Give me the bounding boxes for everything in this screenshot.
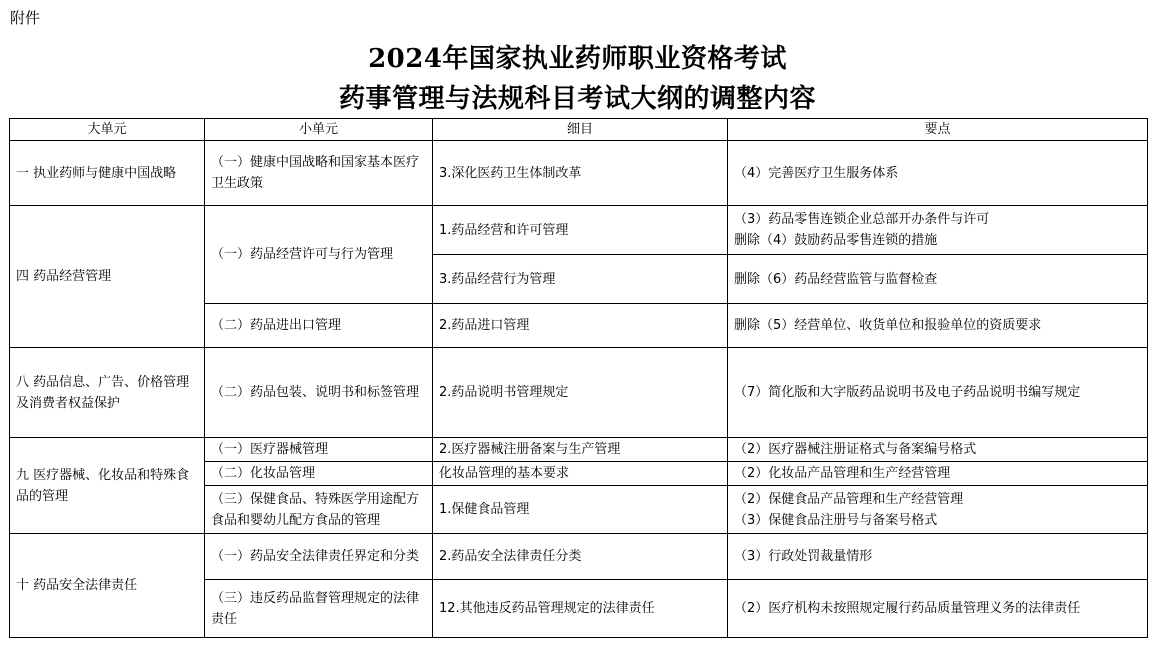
table-row [10,438,1148,462]
point-cell: （2）医疗器械注册证格式与备案编号格式 [728,438,1148,462]
document-title-line1: 2024年国家执业药师职业资格考试 [368,44,787,74]
header-item: 细目 [433,119,728,141]
point-cell [728,206,1148,255]
point-line: （3）药品零售连锁企业总部开办条件与许可 [734,212,990,227]
subunit-cell: （三）保健食品、特殊医学用途配方食品和婴幼儿配方食品的管理 [205,486,433,534]
subunit-cell: （一）药品经营许可与行为管理 [205,206,433,304]
unit-cell: 一 执业药师与健康中国战略 [10,141,205,206]
table-row [10,141,1148,206]
point-cell: 删除（6）药品经营监管与监督检查 [728,255,1148,304]
point-cell: （2）化妆品产品管理和生产经营管理 [728,462,1148,486]
header-unit: 大单元 [10,119,205,141]
point-cell: （3）行政处罚裁量情形 [728,534,1148,580]
item-cell: 3.深化医药卫生体制改革 [433,141,728,206]
point-line: （3）保健食品注册号与备案号格式 [734,512,938,528]
table-row [10,206,1148,255]
table-row [10,534,1148,580]
point-cell: （4）完善医疗卫生服务体系 [728,141,1148,206]
unit-cell: 九 医疗器械、化妆品和特殊食品的管理 [10,438,205,534]
attachment-label: 附件 [10,9,41,27]
unit-cell: 四 药品经营管理 [10,206,205,348]
subunit-cell: （二）药品进出口管理 [205,304,433,348]
subunit-cell: （二）药品包装、说明书和标签管理 [205,348,433,438]
item-cell: 1.保健食品管理 [433,486,728,534]
table-header-row [10,119,1148,141]
point-cell: （7）简化版和大字版药品说明书及电子药品说明书编写规定 [728,348,1148,438]
item-cell: 化妆品管理的基本要求 [433,462,728,486]
point-line: （2）保健食品产品管理和生产经营管理 [734,491,964,507]
item-cell: 2.医疗器械注册备案与生产管理 [433,438,728,462]
subunit-cell: （一）药品安全法律责任界定和分类 [205,534,433,580]
item-cell: 1.药品经营和许可管理 [433,206,728,255]
unit-cell: 八 药品信息、广告、价格管理及消费者权益保护 [10,348,205,438]
unit-cell: 十 药品安全法律责任 [10,534,205,638]
subunit-cell: （一）医疗器械管理 [205,438,433,462]
header-subunit: 小单元 [205,119,433,141]
point-line: 删除（4）鼓励药品零售连锁的措施 [734,233,938,248]
syllabus-table [9,118,1148,638]
item-cell: 2.药品安全法律责任分类 [433,534,728,580]
item-cell: 12.其他违反药品管理规定的法律责任 [433,580,728,638]
item-cell: 2.药品进口管理 [433,304,728,348]
point-cell [728,486,1148,534]
subunit-cell: （二）化妆品管理 [205,462,433,486]
item-cell: 3.药品经营行为管理 [433,255,728,304]
item-cell: 2.药品说明书管理规定 [433,348,728,438]
table-row [10,348,1148,438]
document-title-line2: 药事管理与法规科目考试大纲的调整内容 [338,84,816,114]
point-cell: 删除（5）经营单位、收货单位和报验单位的资质要求 [728,304,1148,348]
subunit-cell: （一）健康中国战略和国家基本医疗卫生政策 [205,141,433,206]
subunit-cell: （三）违反药品监督管理规定的法律责任 [205,580,433,638]
header-point: 要点 [728,119,1148,141]
point-cell: （2）医疗机构未按照规定履行药品质量管理义务的法律责任 [728,580,1148,638]
